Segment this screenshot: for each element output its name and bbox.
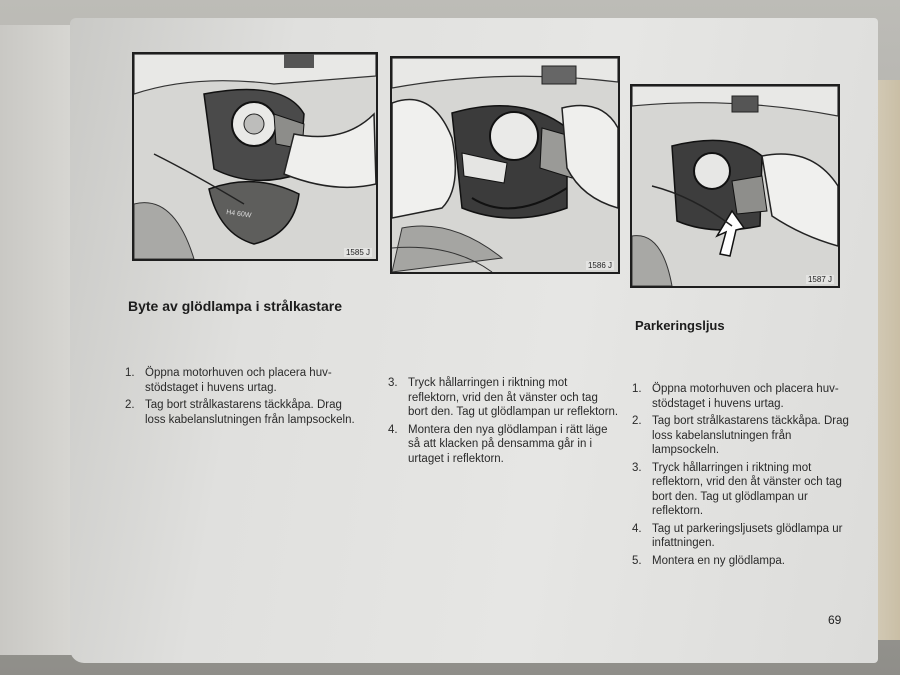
list-item: [388, 423, 620, 467]
parking-light-illustration: [632, 86, 838, 286]
step-text: Öppna motorhuven och placera huv-stödstaget i huvens urtag.: [145, 367, 332, 394]
step-text: Öppna motorhuven och placera huv-stödstaget i huvens urtag.: [652, 383, 839, 410]
step-number: 4.: [388, 423, 398, 436]
list-item: [632, 414, 854, 458]
list-item: [632, 382, 854, 411]
figure-headlamp-cover: [132, 52, 378, 261]
step-number: 5.: [632, 554, 642, 567]
step-text: Tag ut parkeringsljusets glödlampa ur infattningen.: [652, 522, 843, 549]
figure-code: 1587 J: [807, 275, 832, 284]
figure-headlamp-bulb: [390, 56, 620, 274]
step-text: Montera den nya glödlampan i rätt läge så att klacken på densamma går in i urtaget i reflektorn.: [408, 423, 608, 465]
step-text: Tag bort strålkastarens täckkåpa. Drag loss kabelanslutningen från lampsockeln.: [145, 399, 355, 426]
step-number: 2.: [632, 415, 642, 427]
figure-parking-light: [630, 84, 840, 288]
list-item: [388, 376, 620, 420]
figure-code: 1585 J: [345, 248, 370, 257]
step-text: Montera en ny glödlampa.: [652, 554, 785, 567]
figure-code: 1586 J: [587, 261, 612, 270]
section-title-headlamp: Byte av glödlampa i strålkastare: [128, 298, 342, 314]
step-text: Tryck hållarringen i riktning mot reflektorn, vrid den åt vänster och tag bort den. Tag ut glödlampan ur reflektorn.: [408, 377, 619, 418]
section-title-parking: Parkeringsljus: [635, 318, 725, 333]
step-number: 3.: [388, 377, 398, 389]
list-item: [125, 398, 365, 427]
step-text: Tag bort strålkastarens täckkåpa. Drag loss kabelanslutningen från lampsockeln.: [652, 415, 849, 456]
headlamp-steps-column-1: [125, 366, 365, 430]
step-number: 1.: [632, 383, 642, 395]
step-number: 4.: [632, 522, 642, 535]
list-item: [632, 461, 854, 519]
step-text: Tryck hållarringen i riktning mot reflektorn, vrid den åt vänster och tag bort den. Tag ut glödlampan ur reflektorn.: [652, 461, 842, 517]
list-item: [632, 554, 854, 569]
parking-light-steps: [632, 382, 854, 571]
list-item: [632, 522, 854, 551]
page-number: 69: [828, 613, 842, 627]
headlamp-steps-column-2: [388, 376, 620, 469]
step-number: 3.: [632, 461, 642, 474]
step-number: 1.: [125, 367, 135, 379]
headlamp-cover-illustration: [134, 54, 376, 259]
list-item: [125, 366, 365, 395]
manual-page: [70, 18, 878, 663]
headlamp-bulb-illustration: [392, 58, 618, 272]
step-number: 2.: [125, 399, 135, 411]
svg-text:H4 60W: H4 60W: [225, 209, 252, 220]
